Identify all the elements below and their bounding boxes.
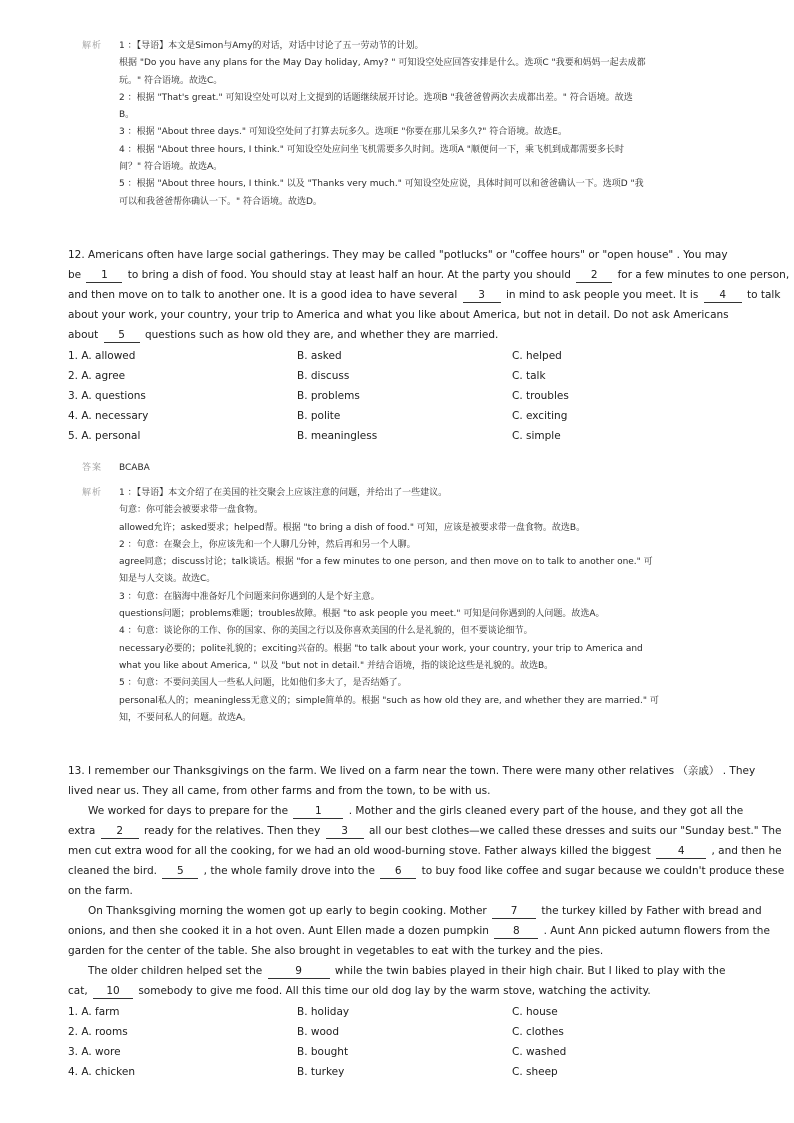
- option-row: [68, 1022, 728, 1042]
- passage-text: . Aunt Ann picked autumn flowers from the: [540, 925, 770, 937]
- answer-block-q12: [82, 460, 150, 476]
- option-row: [68, 1042, 728, 1062]
- option-row: [68, 1062, 728, 1082]
- analysis-line: 5 ：句意：不要问美国人一些私人问题，比如他们多大了，是否结婚了。: [119, 678, 407, 689]
- blank-6[interactable]: 6: [380, 865, 416, 879]
- option-row: [68, 346, 728, 366]
- option-choice[interactable]: B. meaningless: [297, 430, 378, 442]
- option-choice[interactable]: 3. A. wore: [68, 1046, 121, 1058]
- analysis-line: 2 ：句意：在聚会上，你应该先和一个人聊几分钟，然后再和另一个人聊。: [119, 539, 416, 550]
- option-choice[interactable]: C. simple: [512, 430, 561, 442]
- question-12-passage: [68, 245, 790, 345]
- analysis-line: 可以和我爸爸帮你确认一下。" 符合语境。故选D。: [119, 196, 322, 207]
- passage-text: lived near us. They all came, from other farms and from the town, to be with us.: [68, 785, 491, 797]
- option-choice[interactable]: 1. A. farm: [68, 1006, 120, 1018]
- passage-line: [68, 841, 782, 861]
- option-choice[interactable]: C. helped: [512, 350, 562, 362]
- option-choice[interactable]: 4. A. chicken: [68, 1066, 135, 1078]
- passage-text: , the whole family drove into the: [200, 865, 379, 877]
- passage-text: , and then he: [708, 845, 782, 857]
- analysis-line: 知是与人交谈。故选C。: [119, 574, 216, 585]
- passage-text: to bring a dish of food. You should stay at least half an hour. At the party you should: [124, 269, 575, 281]
- passage-line: [68, 325, 728, 345]
- passage-text: be: [68, 269, 85, 281]
- passage-line: [68, 305, 728, 325]
- blank-5[interactable]: 5: [162, 865, 198, 879]
- passage-text: men cut extra wood for all the cooking, for we had an old wood-burning stove. Father always killed the biggest: [68, 845, 655, 857]
- option-choice[interactable]: C. troubles: [512, 390, 569, 402]
- analysis-label: 解析: [82, 488, 103, 498]
- option-row: [68, 406, 728, 426]
- analysis-block-q11: [82, 38, 722, 211]
- analysis-line: 5 ：根据 "About three hours, I think." 以及 "Thanks very much." 可知设空处应说，具体时间可以和爸爸确认一下。选项D "我: [119, 179, 644, 190]
- option-choice[interactable]: B. asked: [297, 350, 342, 362]
- passage-text: for a few minutes to one person,: [614, 269, 790, 281]
- blank-3[interactable]: 3: [463, 289, 501, 303]
- passage-line: [68, 801, 744, 821]
- question-13-passage: [68, 761, 785, 1001]
- option-choice[interactable]: B. holiday: [297, 1006, 350, 1018]
- analysis-line: personal私人的；meaningless无意义的；simple简单的。根据 "such as how old they are, and whether they are married." 可: [119, 695, 659, 706]
- passage-text: extra: [68, 825, 99, 837]
- passage-text: while the twin babies played in their high chair. But I liked to play with the: [331, 965, 726, 977]
- option-choice[interactable]: B. polite: [297, 410, 341, 422]
- option-choice[interactable]: 4. A. necessary: [68, 410, 149, 422]
- passage-text: 12. Americans often have large social gatherings. They may be called "potlucks" or "coffee hours" or "open house" . You may: [68, 249, 728, 261]
- analysis-line: questions问题；problems难题；troubles故障。根据 "to ask people you meet." 可知是问你遇到的人问题。故选A。: [119, 609, 605, 620]
- question-13-options: [68, 1002, 728, 1082]
- option-choice[interactable]: B. turkey: [297, 1066, 345, 1078]
- passage-line: [68, 861, 785, 881]
- option-row: [68, 1002, 728, 1022]
- option-row: [68, 426, 728, 446]
- option-choice[interactable]: B. wood: [297, 1026, 339, 1038]
- option-choice[interactable]: C. house: [512, 1006, 558, 1018]
- option-row: [68, 386, 728, 406]
- passage-text: onions, and then she cooked it in a hot oven. Aunt Ellen made a dozen pumpkin: [68, 925, 493, 937]
- passage-text: On Thanksgiving morning the women got up early to begin cooking. Mother: [88, 905, 491, 917]
- passage-text: the turkey killed by Father with bread and: [538, 905, 762, 917]
- option-choice[interactable]: 3. A. questions: [68, 390, 146, 402]
- passage-text: ready for the relatives. Then they: [140, 825, 324, 837]
- passage-text: in mind to ask people you meet. It is: [502, 289, 702, 301]
- passage-text: 13. I remember our Thanksgivings on the farm. We lived on a farm near the town. There were many other relatives （亲戚） . They: [68, 765, 756, 777]
- passage-line: [68, 961, 728, 981]
- option-choice[interactable]: C. exciting: [512, 410, 568, 422]
- passage-text: We worked for days to prepare for the: [88, 805, 292, 817]
- option-choice[interactable]: 1. A. allowed: [68, 350, 136, 362]
- analysis-line: 2 ：根据 "That's great." 可知设空处可以对上文提到的话题继续展开讨论。选项B "我爸爸曾两次去成都出差。" 符合语境。故选: [119, 92, 633, 103]
- blank-8[interactable]: 8: [494, 925, 538, 939]
- analysis-line: 1 ：【导语】本文是Simon与Amy的对话，对话中讨论了五一劳动节的计划。: [119, 41, 424, 51]
- analysis-label: 解析: [82, 41, 103, 51]
- analysis-line: 3 ：根据 "About three days." 可知设空处问了打算去玩多久。选项E "你要在那儿呆多久?" 符合语境。故选E。: [119, 127, 567, 138]
- analysis-line: 玩。" 符合语境。故选C。: [119, 75, 223, 86]
- passage-text: to buy food like coffee and sugar because we couldn't produce these: [418, 865, 785, 877]
- passage-line: [68, 921, 770, 941]
- passage-text: about: [68, 329, 102, 341]
- blank-1[interactable]: 1: [86, 269, 122, 283]
- blank-2[interactable]: 2: [101, 825, 139, 839]
- passage-line: [68, 781, 728, 801]
- passage-line: [68, 245, 728, 265]
- passage-line: [68, 901, 762, 921]
- passage-text: garden for the center of the table. She also brought in vegetables to eat with the turkey and the pies.: [68, 945, 604, 957]
- passage-line: [68, 981, 728, 1001]
- analysis-line: 间？" 符合语境。故选A。: [119, 162, 223, 173]
- answer-value: BCABA: [119, 463, 150, 473]
- passage-line: [68, 881, 728, 901]
- option-row: [68, 366, 728, 386]
- passage-text: on the farm.: [68, 885, 133, 897]
- analysis-line: 1 ：【导语】本文介绍了在美国的社交聚会上应该注意的问题，并给出了一些建议。: [119, 488, 448, 498]
- passage-text: about your work, your country, your trip to America and what you like about America, but not in detail. Do not ask Americans: [68, 309, 729, 321]
- option-choice[interactable]: C. clothes: [512, 1026, 564, 1038]
- analysis-line: 4 ：根据 "About three hours, I think." 可知设空处应问坐飞机需要多久时间。选项A "顺便问一下，乘飞机到成都需要多长时: [119, 144, 624, 155]
- blank-5[interactable]: 5: [104, 329, 140, 343]
- blank-10[interactable]: 10: [93, 985, 133, 999]
- option-choice[interactable]: 2. A. agree: [68, 370, 126, 382]
- analysis-line: 4 ：句意：谈论你的工作、你的国家、你的美国之行以及你喜欢美国的什么是礼貌的，但不要谈论细节。: [119, 626, 533, 637]
- option-choice[interactable]: C. sheep: [512, 1066, 558, 1078]
- analysis-text: [119, 485, 722, 727]
- blank-3[interactable]: 3: [326, 825, 364, 839]
- analysis-text: [119, 38, 722, 211]
- passage-text: somebody to give me food. All this time our old dog lay by the warm stove, watching the activity.: [135, 985, 651, 997]
- analysis-line: B。: [119, 110, 135, 121]
- blank-7[interactable]: 7: [492, 905, 536, 919]
- passage-text: questions such as how old they are, and whether they are married.: [141, 329, 499, 341]
- passage-text: cat,: [68, 985, 91, 997]
- option-choice[interactable]: B. bought: [297, 1046, 349, 1058]
- passage-text: . Mother and the girls cleaned every part of the house, and they got all the: [345, 805, 744, 817]
- analysis-line: 3 ：句意：在脑海中准备好几个问题来问你遇到的人是个好主意。: [119, 591, 380, 602]
- option-choice[interactable]: B. problems: [297, 390, 360, 402]
- analysis-line: 根据 "Do you have any plans for the May Day holiday, Amy? " 可知设空处应回答安排是什么。选项C "我要和妈妈一起去成都: [119, 58, 646, 69]
- passage-text: cleaned the bird.: [68, 865, 161, 877]
- option-choice[interactable]: 5. A. personal: [68, 430, 141, 442]
- passage-line: [68, 285, 781, 305]
- analysis-line: what you like about America, " 以及 "but not in detail." 并结合语境，指的谈论这些是礼貌的。故选B。: [119, 660, 554, 671]
- passage-line: [68, 941, 728, 961]
- passage-text: all our best clothes—we called these dresses and suits our "Sunday best." The: [365, 825, 782, 837]
- analysis-line: necessary必要的；polite礼貌的；exciting兴奋的。根据 "to talk about your work, your country, your trip to America and: [119, 643, 643, 654]
- analysis-block-q12: [82, 485, 722, 727]
- option-choice[interactable]: 2. A. rooms: [68, 1026, 128, 1038]
- option-choice[interactable]: C. washed: [512, 1046, 567, 1058]
- passage-line: [68, 821, 782, 841]
- passage-text: to talk: [743, 289, 781, 301]
- blank-4[interactable]: 4: [656, 845, 706, 859]
- blank-1[interactable]: 1: [293, 805, 343, 819]
- blank-2[interactable]: 2: [576, 269, 612, 283]
- analysis-line: 知，不要问私人的问题。故选A。: [119, 712, 252, 723]
- passage-text: The older children helped set the: [88, 965, 266, 977]
- analysis-line: agree同意；discuss讨论；talk谈话。根据 "for a few minutes to one person, and then move on to talk to another one." 可: [119, 557, 653, 568]
- analysis-line: allowed允许；asked要求；helped帮。根据 "to bring a dish of food." 可知，应该是被要求带一盘食物。故选B。: [119, 522, 586, 533]
- blank-9[interactable]: 9: [268, 965, 330, 979]
- analysis-line: 句意：你可能会被要求带一盘食物。: [119, 505, 264, 516]
- passage-line: [68, 761, 756, 781]
- option-choice[interactable]: C. talk: [512, 370, 546, 382]
- blank-4[interactable]: 4: [704, 289, 742, 303]
- answer-label: 答案: [82, 463, 103, 473]
- passage-line: [68, 265, 790, 285]
- passage-text: and then move on to talk to another one. It is a good idea to have several: [68, 289, 461, 301]
- option-choice[interactable]: B. discuss: [297, 370, 350, 382]
- question-12-options: [68, 346, 728, 446]
